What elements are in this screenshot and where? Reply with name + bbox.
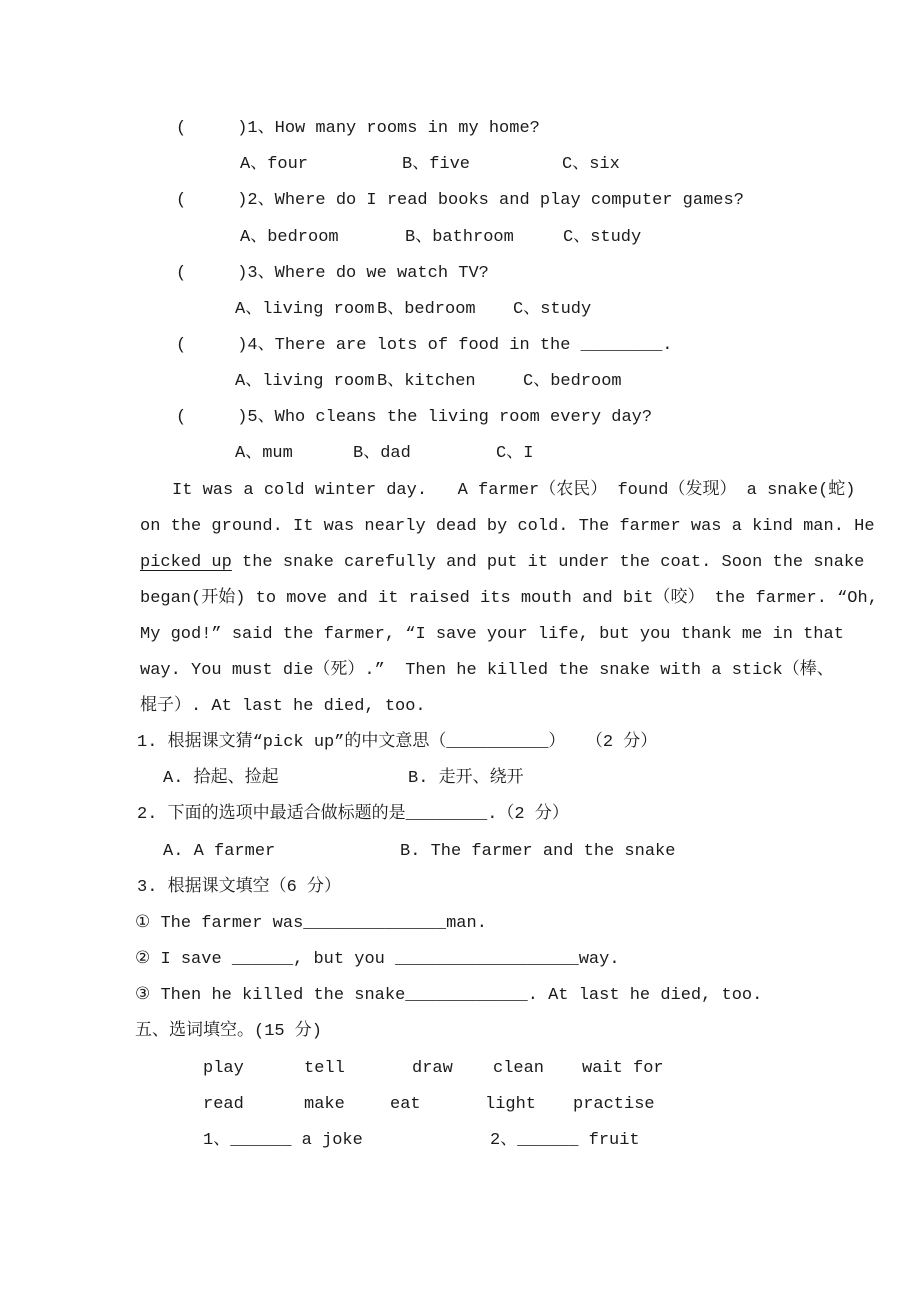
wordbank-clean: clean <box>493 1059 545 1078</box>
mcq-3-stem: ( )3、Where do we watch TV? <box>176 264 489 283</box>
mcq-1-stem: ( )1、How many rooms in my home? <box>176 119 540 138</box>
mcq-5-option-c: C、I <box>496 444 534 463</box>
wordbank-practise: practise <box>573 1095 655 1114</box>
mcq-1-option-c: C、six <box>562 155 620 174</box>
reading-q1-option-b: B. 走开、绕开 <box>408 769 524 788</box>
word-fill-2: 2、______ fruit <box>490 1131 640 1150</box>
mcq-3-option-b: B、bedroom <box>377 300 476 319</box>
passage-line-1: It was a cold winter day. A farmer（农民） found（发现） a snake(蛇) <box>172 481 856 500</box>
word-fill-1: 1、______ a joke <box>203 1131 363 1150</box>
mcq-4-stem: ( )4、There are lots of food in the ________. <box>176 336 673 355</box>
mcq-2-option-c: C、study <box>563 228 642 247</box>
mcq-4-option-b: B、kitchen <box>377 372 476 391</box>
passage-line-6: way. You must die（死）.” Then he killed the snake with a stick（棒、 <box>140 661 834 680</box>
fill-blank-3: ③ Then he killed the snake____________. At last he died, too. <box>135 986 763 1005</box>
word-fill-row <box>0 1130 640 1218</box>
mcq-5-option-b: B、dad <box>353 444 411 463</box>
wordbank-light: light <box>485 1095 537 1114</box>
mcq-4-option-c: C、bedroom <box>523 372 622 391</box>
reading-q2: 2. 下面的选项中最适合做标题的是________.（2 分） <box>137 805 569 824</box>
reading-q1-option-a: A. 拾起、捡起 <box>163 769 279 788</box>
mcq-4-option-a: A、living room <box>235 372 375 391</box>
reading-q1: 1. 根据课文猜“pick up”的中文意思（__________） （2 分） <box>137 733 658 752</box>
fill-blank-1: ① The farmer was______________man. <box>135 914 487 933</box>
mcq-5-stem: ( )5、Who cleans the living room every day? <box>176 408 653 427</box>
mcq-3-option-a: A、living room <box>235 300 375 319</box>
passage-line-3-rest: the snake carefully and put it under the coat. Soon the snake <box>231 553 865 572</box>
reading-q2-option-b: B. The farmer and the snake <box>400 842 676 861</box>
mcq-5-option-a: A、mum <box>235 444 293 463</box>
mcq-1-option-b: B、five <box>402 155 471 174</box>
passage-line-7: 棍子）. At last he died, too. <box>140 697 426 716</box>
section5-heading: 五、选词填空。(15 分) <box>135 1022 323 1041</box>
wordbank-make: make <box>304 1095 345 1114</box>
passage-line-3 <box>140 552 864 574</box>
wordbank-eat: eat <box>390 1095 421 1114</box>
wordbank-wait-for: wait for <box>582 1059 664 1078</box>
wordbank-read: read <box>203 1095 244 1114</box>
mcq-3-option-c: C、study <box>513 300 592 319</box>
passage-line-4: began(开始) to move and it raised its mouth and bit（咬） the farmer. “Oh, <box>140 589 878 608</box>
fill-blank-2: ② I save ______, but you __________________way. <box>135 950 620 969</box>
reading-q2-option-a: A. A farmer <box>163 842 276 861</box>
wordbank-play: play <box>203 1059 244 1078</box>
passage-line-5: My god!” said the farmer, “I save your life, but you thank me in that <box>140 625 844 644</box>
mcq-1-option-a: A、four <box>240 155 309 174</box>
mcq-2-option-b: B、bathroom <box>405 228 514 247</box>
wordbank-tell: tell <box>304 1059 345 1078</box>
wordbank-draw: draw <box>412 1059 453 1078</box>
passage-line-2: on the ground. It was nearly dead by cold. The farmer was a kind man. He <box>140 517 875 536</box>
underlined-phrase: picked up <box>140 553 232 572</box>
mcq-2-option-a: A、bedroom <box>240 228 339 247</box>
reading-q3: 3. 根据课文填空（6 分） <box>137 878 342 897</box>
mcq-2-stem: ( )2、Where do I read books and play computer games? <box>176 191 744 210</box>
